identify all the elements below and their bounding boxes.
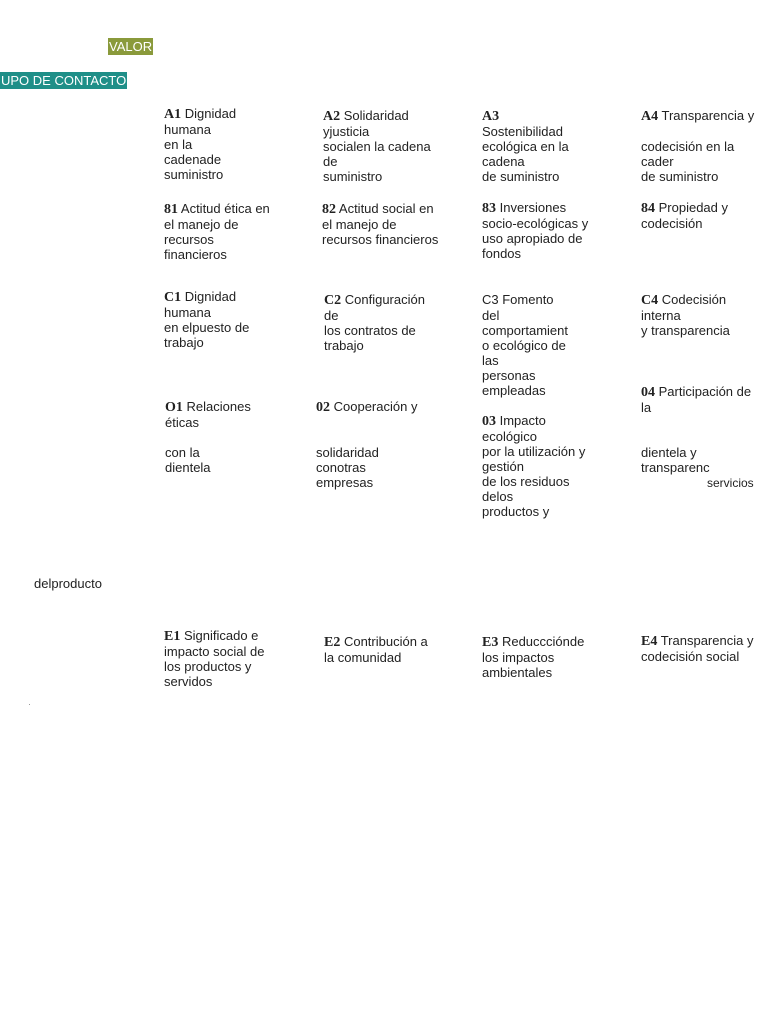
cell-e3-text: Reduccciónde los impactos ambientales [482, 634, 585, 680]
cell-b3 [482, 200, 622, 261]
valor-header: VALOR [109, 39, 153, 54]
cell-d1 [165, 399, 305, 475]
cell-d3-code: 03 [482, 414, 496, 429]
cell-c4-text: Codecisión interna y transparencia [641, 292, 730, 338]
cell-a4 [641, 108, 768, 184]
cell-d4-code: 04 [641, 385, 655, 400]
cell-c4-code: C4 [641, 293, 659, 308]
cell-b4 [641, 200, 768, 231]
cell-a1 [164, 106, 304, 182]
cell-a3 [482, 108, 622, 184]
cell-c1 [164, 289, 304, 350]
cell-b2-text: Actitud social en el manejo de recursos financieros [322, 201, 439, 247]
cell-e3 [482, 634, 622, 680]
cell-a3-text: Sostenibilidad ecológica en la cadena de suministro [482, 124, 569, 184]
cell-c2-code: C2 [324, 293, 342, 308]
cell-e4 [641, 633, 768, 664]
cell-b1 [164, 201, 304, 262]
cell-e4-code: E4 [641, 634, 658, 649]
cell-b4-text: Propiedad y codecisión [641, 200, 728, 231]
cell-c2 [324, 292, 464, 353]
cell-c2-text: Configuración de los contratos de trabajo [324, 292, 425, 353]
cell-b2 [322, 201, 467, 247]
cell-d3 [482, 413, 622, 519]
cell-b2-code: 82 [322, 202, 336, 217]
cell-d3-text: Impacto ecológico por la utilización y gestión de los residuos delos productos y [482, 413, 586, 519]
cell-e2-code: E2 [324, 635, 341, 650]
cell-d2 [316, 399, 466, 490]
cell-a2-code: A2 [323, 109, 341, 124]
cell-e1-text: Significado e impacto social de los productos y servidos [164, 628, 265, 689]
cell-c3 [482, 292, 622, 398]
cell-e4-text: Transparencia y codecisión social [641, 633, 754, 664]
cell-e1 [164, 628, 304, 689]
cell-e2-text: Contribución a la comunidad [324, 634, 428, 665]
cell-c1-code: C1 [164, 290, 182, 305]
cell-c1-text: Dignidad humana en elpuesto de trabajo [164, 289, 250, 350]
cell-c4 [641, 292, 768, 338]
cell-a4-text: Transparencia y codecisión en la cader de suministro [641, 108, 755, 184]
cell-a1-text: Dignidad humana en la cadenade suministro [164, 106, 237, 182]
cell-b4-code: 84 [641, 201, 655, 216]
cell-d4-extra: servicios [707, 476, 754, 490]
cell-a3-code: A3 [482, 109, 500, 124]
cell-e2 [324, 634, 464, 665]
cell-d1-code: O1 [165, 400, 183, 415]
cell-d2-text: Cooperación y solidaridad conotras empresas [316, 399, 418, 490]
cell-e1-code: E1 [164, 629, 181, 644]
cell-d4 [641, 384, 768, 475]
cell-c3-text: C3 Fomento del comportamient o ecológico de las personas empleadas [482, 292, 568, 398]
side-label: delproducto [34, 576, 102, 591]
cell-e3-code: E3 [482, 635, 499, 650]
cell-d1-text: Relaciones éticas con la dientela [165, 399, 251, 475]
stray-dot [29, 704, 30, 705]
cell-d2-code: 02 [316, 400, 330, 415]
cell-b3-text: Inversiones socio-ecológicas y uso apropiado de fondos [482, 200, 589, 261]
grupo-contacto-header: UPO DE CONTACTO [1, 73, 127, 88]
cell-b3-code: 83 [482, 201, 496, 216]
cell-a1-code: A1 [164, 107, 182, 122]
cell-a4-code: A4 [641, 109, 659, 124]
cell-a2 [323, 108, 463, 184]
cell-b1-code: 81 [164, 202, 178, 217]
cell-a2-text: Solidaridad yjusticia socialen la cadena de suministro [323, 108, 431, 184]
cell-b1-text: Actitud ética en el manejo de recursos financieros [164, 201, 270, 262]
cell-d4-text: Participación de la dientela y transparenc [641, 384, 752, 475]
